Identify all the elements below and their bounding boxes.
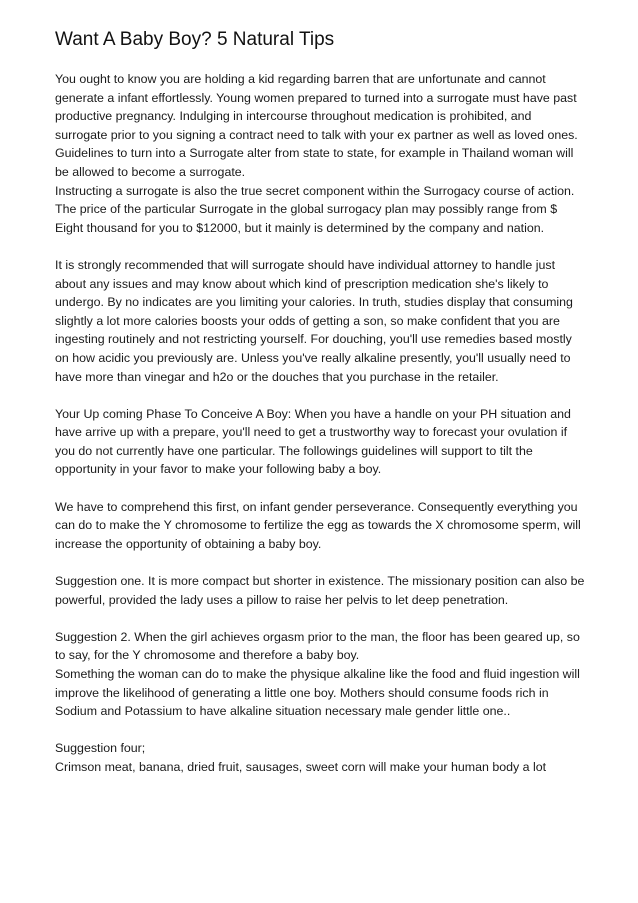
text-line: You ought to know you are holding a kid regarding barren that are unfortunate and cannot generate a infant effortlessly. Young women prepared to turned into a surrogate must have past productive pregnancy. Indulging in intercourse throughout medication is prohibited, and surrogate prior to you signing a contract need to talk with your ex partner as well as loved ones. [55, 72, 578, 142]
paragraph-7 [55, 739, 585, 776]
text-line: Crimson meat, banana, dried fruit, sausages, sweet corn will make your human body a lot [55, 759, 547, 774]
paragraph-1 [55, 70, 585, 237]
text-line: The price of the particular Surrogate in the global surrogacy plan may possibly range from $ Eight thousand for you to $12000, but it mainly is determined by the company and nation. [55, 202, 558, 235]
text-line: It is strongly recommended that will surrogate should have individual attorney to handle just about any issues and may know about which kind of prescription medication she's likely to undergo. By no indicates are you limiting your calories. In truth, studies display that consuming slightly a lot more calories boosts your odds of getting a son, so make confident that you are ingesting routinely and not restricting yourself. For douching, you'll use remedies based mostly on how acidic you previously are. Unless you've really alkaline presently, you'll usually need to have more than vinegar and h2o or the douches that you purchase in the retailer. [55, 257, 573, 384]
paragraph-5 [55, 572, 585, 609]
text-line: We have to comprehend this first, on infant gender perseverance. Consequently everything you can do to make the Y chromosome to fertilize the egg as towards the X chromosome sperm, will increase the opportunity of obtaining a baby boy. [55, 499, 581, 551]
text-line: Suggestion four; [55, 741, 146, 756]
text-line: Something the woman can do to make the physique alkaline like the food and fluid ingestion will improve the likelihood of generating a little one boy. Mothers should consume foods rich in Sodium and Potassium to have alkaline situation necessary male gender little one.. [55, 667, 580, 719]
text-line: Suggestion 2. When the girl achieves orgasm prior to the man, the floor has been geared up, so to say, for the Y chromosome and therefore a baby boy. [55, 629, 580, 663]
text-line: Guidelines to turn into a Surrogate alter from state to state, for example in Thailand woman will be allowed to become a surrogate. [55, 146, 574, 179]
text-line: Your Up coming Phase To Conceive A Boy: When you have a handle on your PH situation and have arrive up with a prepare, you'll need to get a trustworthy way to forecast your ovulation if you do not currently have one particular. The followings guidelines will support to tilt the opportunity in your favor to make your following baby a boy. [55, 406, 571, 477]
document-page [55, 28, 585, 795]
text-line: Suggestion one. It is more compact but shorter in existence. The missionary position can also be powerful, provided the lady uses a pillow to raise her pelvis to let deep penetration. [55, 574, 585, 607]
text-line: Instructing a surrogate is also the true secret component within the Surrogacy course of action. [55, 183, 575, 198]
paragraph-2 [55, 256, 585, 386]
paragraph-6 [55, 628, 585, 721]
document-title: Want A Baby Boy? 5 Natural Tips [55, 29, 335, 50]
paragraph-4 [55, 498, 585, 554]
paragraph-3 [55, 405, 585, 479]
